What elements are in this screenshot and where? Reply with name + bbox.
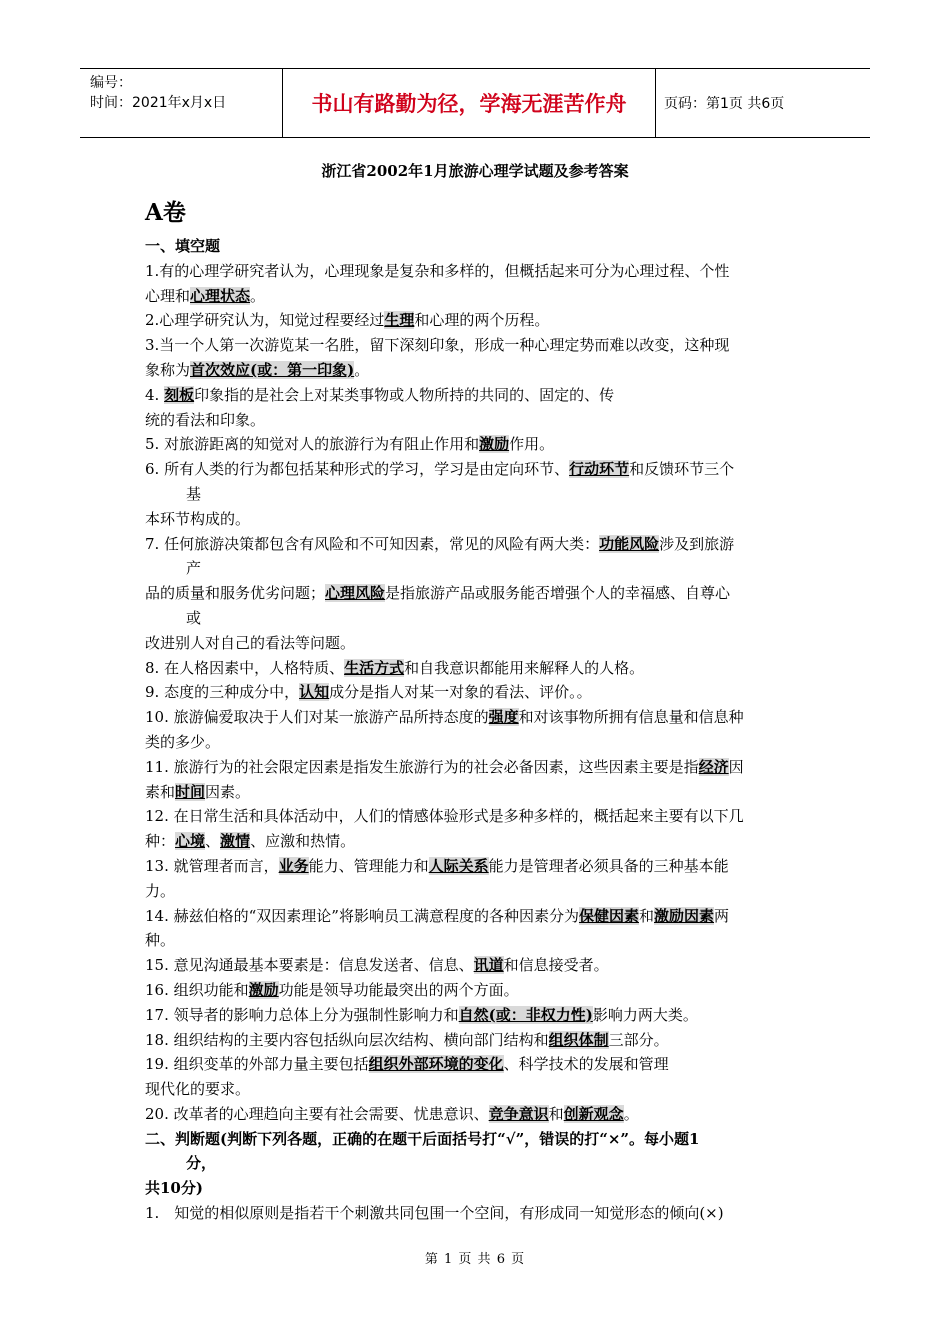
answer-text: 生活方式: [344, 658, 405, 677]
text-line: [145, 1201, 810, 1226]
text-line: [145, 978, 810, 1003]
question-text: 12. 在日常生活和具体活动中，人们的情感体验形式是多种多样的，概括起来主要有以下几: [145, 807, 744, 826]
question-text: 本环节构成的。: [145, 509, 251, 528]
text-line: [145, 780, 810, 805]
question-text: 影响力两大类。: [592, 1005, 698, 1024]
text-line: [145, 879, 810, 904]
question-text: 二、判断题(判断下列各题，正确的在题干后面括号打“√”，错误的打“×”。每小题1: [145, 1129, 700, 1148]
question-text: 6. 所有人类的行为都包括某种形式的学习，学习是由定向环节、: [145, 460, 570, 479]
question-text: 、科学技术的发展和管理: [503, 1055, 669, 1074]
text-line: [145, 457, 810, 482]
answer-text: 功能风险: [599, 534, 660, 553]
text-line: [145, 730, 810, 755]
answer-text: 组织体制: [548, 1030, 609, 1049]
answer-text: 生理: [384, 311, 415, 330]
answer-text: 竞争意识: [488, 1104, 549, 1123]
text-line: [145, 680, 810, 705]
question-text: 和对该事物所拥有信息量和信息种: [518, 708, 744, 727]
question-text: 14. 赫兹伯格的“双因素理论”将影响员工满意程度的各种因素分为: [145, 906, 579, 925]
number-label: 编号：: [90, 75, 132, 91]
answer-text: 组织外部环境的变化: [368, 1055, 504, 1074]
text-line: [145, 705, 810, 730]
text-line: [145, 606, 810, 631]
text-line: [145, 532, 810, 557]
question-text: 和: [638, 906, 654, 925]
question-text: 是指旅游产品或服务能否增强个人的幸福感、自尊心: [385, 584, 731, 603]
text-line: [145, 556, 810, 581]
answer-text: 激情: [220, 832, 251, 851]
question-text: 涉及到旅游: [659, 534, 735, 553]
text-line: [145, 432, 810, 457]
text-line: [145, 829, 810, 854]
answer-text: 刻板: [164, 385, 195, 404]
text-line: [145, 581, 810, 606]
document-body: [145, 234, 810, 1226]
question-text: 19. 组织变革的外部力量主要包括: [145, 1055, 369, 1074]
question-text: 基: [186, 484, 202, 503]
text-line: [145, 656, 810, 681]
question-text: 种。: [145, 931, 176, 950]
answer-text: 认知: [299, 683, 330, 702]
question-text: 印象指的是社会上对某类事物或人物所持的共同的、固定的、传: [194, 385, 615, 404]
question-text: 和: [548, 1104, 564, 1123]
paper-label: A卷: [145, 199, 186, 226]
text-line: [145, 383, 810, 408]
header-page-info: 页码：第1页 共6页: [664, 96, 785, 112]
text-line: [145, 408, 810, 433]
question-text: 现代化的要求。: [145, 1080, 251, 1099]
question-text: 改进别人对自己的看法等问题。: [145, 633, 356, 652]
answer-text: 经济: [698, 757, 729, 776]
question-text: 共10分): [145, 1179, 203, 1198]
document-title: 浙江省2002年1月旅游心理学试题及参考答案: [321, 162, 629, 180]
question-text: 成分是指人对某一对象的看法、评价。。: [329, 683, 592, 702]
answer-text: 强度: [488, 708, 519, 727]
text-line: [145, 507, 810, 532]
question-text: 、应激和热情。: [250, 832, 356, 851]
question-text: 和反馈环节三个: [629, 460, 735, 479]
text-line: [145, 308, 810, 333]
question-text: 10. 旅游偏爱取决于人们对某一旅游产品所持态度的: [145, 708, 489, 727]
text-line: [145, 755, 810, 780]
question-text: 分，: [186, 1154, 217, 1173]
question-text: 和心理的两个历程。: [414, 311, 550, 330]
text-line: [145, 482, 810, 507]
answer-text: 激励: [248, 980, 279, 999]
answer-text: 保健因素: [578, 906, 639, 925]
text-line: [145, 358, 810, 383]
header-motto: 书山有路勤为径，学海无涯苦作舟: [282, 69, 656, 137]
question-text: 8. 在人格因素中，人格特质、: [145, 658, 345, 677]
text-line: [145, 1151, 810, 1176]
text-line: [145, 1102, 810, 1127]
answer-text: 人际关系: [428, 856, 489, 875]
question-text: 16. 组织功能和: [145, 980, 249, 999]
question-text: 因素。: [205, 782, 251, 801]
question-text: 13. 就管理者而言，: [145, 856, 279, 875]
text-line: [145, 953, 810, 978]
question-text: 能力、管理能力和: [308, 856, 429, 875]
question-text: 统的看法和印象。: [145, 410, 266, 429]
question-text: 三部分。: [608, 1030, 669, 1049]
text-line: [145, 1127, 810, 1152]
question-text: 3.当一个人第一次游览某一名胜，留下深刻印象，形成一种心理定势而难以改变，这种现: [145, 336, 730, 355]
question-text: 、: [205, 832, 221, 851]
question-text: 。: [354, 360, 370, 379]
text-line: [145, 1028, 810, 1053]
text-line: [145, 333, 810, 358]
question-text: 和信息接受者。: [503, 956, 609, 975]
question-text: 4.: [145, 385, 165, 404]
question-text: 象称为: [145, 360, 191, 379]
text-line: [145, 284, 810, 309]
answer-text: 讯道: [473, 956, 504, 975]
answer-text: 心境: [175, 832, 206, 851]
date-label: 时间：2021年x月x日: [90, 95, 227, 111]
question-text: 2.心理学研究认为，知觉过程要经过: [145, 311, 385, 330]
text-line: [145, 259, 810, 284]
page-footer: 第 1 页 共 6 页: [424, 1252, 526, 1267]
question-text: 种：: [145, 832, 176, 851]
question-text: 素和: [145, 782, 176, 801]
answer-text: 首次效应(或：第一印象): [190, 360, 355, 379]
answer-text: 业务: [278, 856, 309, 875]
text-line: [145, 854, 810, 879]
question-text: 或: [186, 608, 202, 627]
question-text: 能力是管理者必须具备的三种基本能: [488, 856, 729, 875]
answer-text: 心理风险: [325, 584, 386, 603]
page-header: [80, 68, 870, 138]
text-line: [145, 804, 810, 829]
question-lines: [145, 259, 810, 1226]
question-text: 品的质量和服务优劣问题；: [145, 584, 326, 603]
question-text: 作用。: [509, 435, 555, 454]
question-text: 9. 态度的三种成分中，: [145, 683, 300, 702]
question-text: 心理和: [145, 286, 191, 305]
section-title-fill-blank: 一、填空题: [145, 237, 221, 255]
question-text: 。: [250, 286, 266, 305]
question-text: 类的多少。: [145, 732, 221, 751]
text-line: [145, 1003, 810, 1028]
question-text: 17. 领导者的影响力总体上分为强制性影响力和: [145, 1005, 459, 1024]
text-line: [145, 1052, 810, 1077]
question-text: 1.有的心理学研究者认为，心理现象是复杂和多样的，但概括起来可分为心理过程、个性: [145, 261, 730, 280]
question-text: 5. 对旅游距离的知觉对人的旅游行为有阻止作用和: [145, 435, 480, 454]
answer-text: 自然(或：非权力性): [458, 1005, 593, 1024]
question-text: 产: [186, 559, 202, 578]
text-line: [145, 1077, 810, 1102]
answer-text: 创新观念: [563, 1104, 624, 1123]
question-text: 因: [728, 757, 744, 776]
question-text: 功能是领导功能最突出的两个方面。: [278, 980, 519, 999]
question-text: 18. 组织结构的主要内容包括纵向层次结构、横向部门结构和: [145, 1030, 549, 1049]
answer-text: 行动环节: [569, 460, 630, 479]
text-line: [145, 631, 810, 656]
answer-text: 激励因素: [654, 906, 715, 925]
question-text: 和自我意识都能用来解释人的人格。: [404, 658, 645, 677]
text-line: [145, 904, 810, 929]
question-text: 7. 任何旅游决策都包含有风险和不可知因素，常见的风险有两大类：: [145, 534, 600, 553]
answer-text: 激励: [479, 435, 510, 454]
header-meta: [90, 73, 226, 113]
question-text: 15. 意见沟通最基本要素是：信息发送者、信息、: [145, 956, 474, 975]
question-text: 两: [714, 906, 730, 925]
question-text: 11. 旅游行为的社会限定因素是指发生旅游行为的社会必备因素，这些因素主要是指: [145, 757, 699, 776]
question-text: 20. 改革者的心理趋向主要有社会需要、忧患意识、: [145, 1104, 489, 1123]
question-text: 1. 知觉的相似原则是指若干个刺激共同包围一个空间，有形成同一知觉形态的倾向(×): [145, 1204, 724, 1223]
question-text: 。: [623, 1104, 639, 1123]
answer-text: 心理状态: [190, 286, 251, 305]
answer-text: 时间: [175, 782, 206, 801]
text-line: [145, 928, 810, 953]
question-text: 力。: [145, 881, 176, 900]
text-line: [145, 1176, 810, 1201]
